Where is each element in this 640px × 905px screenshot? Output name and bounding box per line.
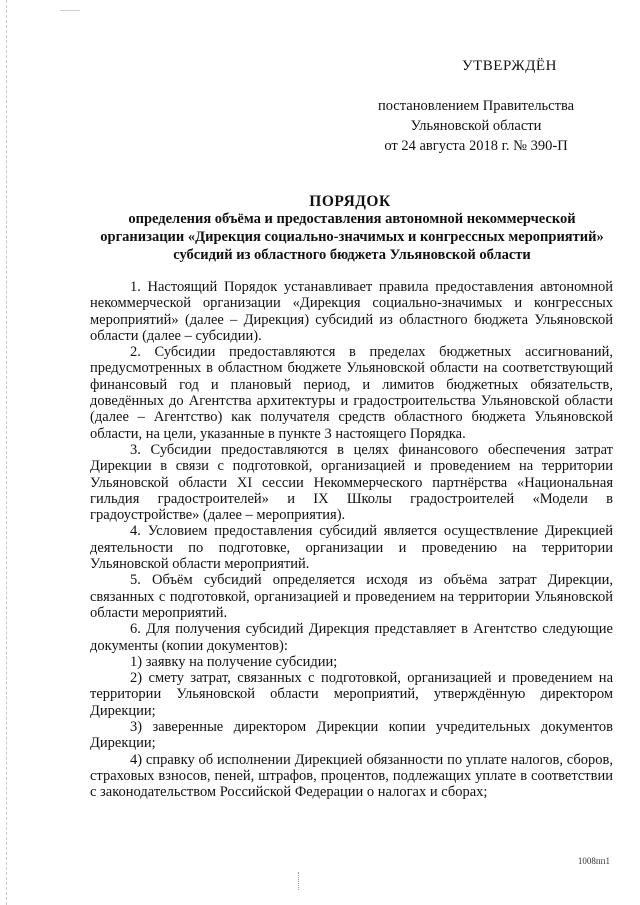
list-item: 1) заявку на получение субсидии; [130,653,338,670]
list-item: 4) справку об исполнении Дирекцией обязанности по уплате налогов, сборов, страховых взносов, пеней, штрафов, процентов, подлежащих уплате в соответствии с законодательством Российской Федерации о налогах и сборах; [90,751,613,801]
paragraph: 2. Субсидии предоставляются в пределах бюджетных ассигнований, предусмотренных в областном бюджете Ульяновской области на соответствующий финансовый год и плановый период, и лимитов бюджетных обязательств, доведённых до Агентства архитектуры и градостроительства Ульяновской области (далее – Агентство) как получателя средств областного бюджета Ульяновской области, на цели, указанные в пункте 3 настоящего Порядка. [90,344,613,442]
paragraph: 3. Субсидии предоставляются в целях финансового обеспечения затрат Дирекции в связи с подготовкой, организацией и проведением на территории Ульяновской области XI сессии Некоммерческого партнёрства «Национальная гильдия градостроителей» и IX Школы градостроителей «Модели в градоустройстве» (далее – мероприятия). [90,441,613,524]
document-body [90,279,613,801]
document-subtitle: определения объёма и предоставления автономной некоммерческой организации «Дирекция социально-значимых и конгрессных мероприятий» субсидий из областного бюджета Ульяновской области [100,211,604,263]
approval-line-3: от 24 августа 2018 г. № 390-П [384,138,568,154]
scan-edge [6,0,7,905]
scan-mark-top [60,10,80,11]
paragraph: 4. Условием предоставления субсидий является осуществление Дирекцией деятельности по подготовке, организации и проведению на территории Ульяновской области мероприятий. [90,523,613,573]
paragraph: 5. Объём субсидий определяется исходя из объёма затрат Дирекции, связанных с подготовкой, организацией и проведением на территории Ульяновской области мероприятий. [90,572,613,621]
list-item: 3) заверенные директором Дирекции копии учредительных документов Дирекции; [90,719,613,752]
paragraph: 6. Для получения субсидий Дирекция представляет в Агентство следующие документы (копии документов): [90,621,613,654]
approval-line-1: постановлением Правительства [377,98,575,114]
approval-block [356,96,596,156]
list-item: 2) смету затрат, связанных с подготовкой, организацией и проведением на территории Ульяновской области мероприятий, утверждённую директором Дирекции; [90,670,613,719]
scan-mark-bottom [298,872,299,890]
document-code: 1008пп1 [577,856,610,866]
approved-stamp-text: УТВЕРЖДЁН [462,58,557,74]
paragraph: 1. Настоящий Порядок устанавливает правила предоставления автономной некоммерческой организации «Дирекция социально-значимых и конгрессных мероприятий» (далее – Дирекция) субсидий из областного бюджета Ульяновской области (далее – субсидии). [90,279,613,344]
approval-line-2: Ульяновской области [410,118,542,134]
document-title: ПОРЯДОК [309,193,391,210]
